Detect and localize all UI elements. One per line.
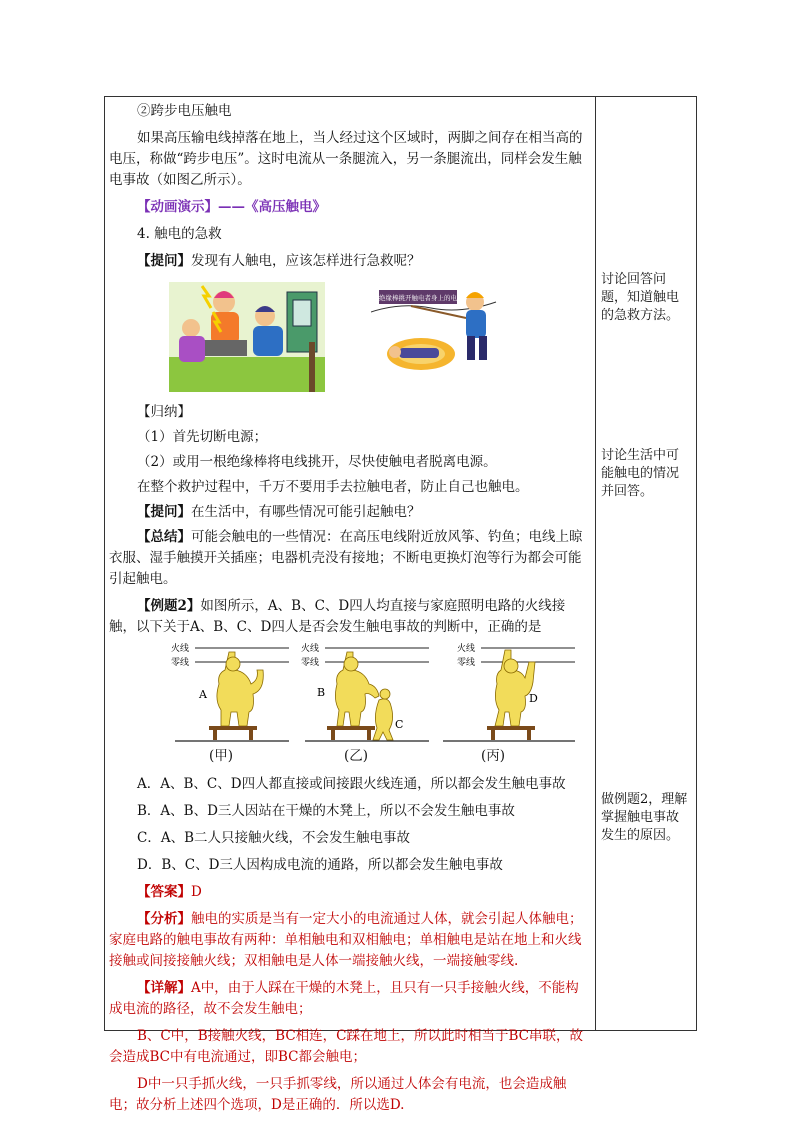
caption-yi: (乙): [344, 748, 369, 764]
caption-bing: (丙): [481, 748, 506, 764]
analysis-text: 触电的实质是当有一定大小的电流通过人体，就会引起人体触电；家庭电路的触电事故有两种：单相触电和双相触电；单相触电是站在地上和火线接触或间接接触火线；双相触电是人体一端接触火线，一端接触零线.: [109, 911, 583, 969]
live-wire-label: 火线: [171, 644, 190, 654]
live-wire-label: 火线: [301, 644, 320, 654]
step-two: （2）或用一根绝缘棒将电线挑开，尽快使触电者脱离电源。: [137, 454, 497, 470]
summary-tag: 【归纳】: [137, 404, 191, 420]
figure-yi: [299, 640, 434, 750]
side-note-example: 做例题2，理解掌握触电事故发生的原因。: [601, 792, 688, 843]
question2-text: 在生活中，有哪些情况可能引起触电？: [191, 504, 421, 520]
example-figure: [109, 640, 591, 750]
paragraph-step-voltage: 如果高压输电线掉落在地上，当人经过这个区域时，两脚之间存在相当高的电压，称做“跨步电压”。这时电流从一条腿流入，另一条腿流出，同样会发生触电事故（如图乙所示）。: [109, 130, 583, 188]
example-question: [109, 596, 591, 638]
neutral-wire-label: 零线: [301, 658, 320, 668]
side-note-first-aid: 讨论回答问题，知道触电的急救方法。: [601, 272, 680, 323]
label-d: D: [529, 692, 538, 705]
conclusion: [109, 527, 591, 590]
illustration-cut-power: [169, 282, 325, 392]
question-tag: 【提问】: [137, 253, 191, 269]
first-aid-images: [109, 278, 591, 398]
illustration-insulating-rod: [371, 282, 501, 380]
lesson-table: [104, 96, 697, 1113]
detail-text: A中，由于人踩在干燥的木凳上，且只有一只手接触火线，不能构成电流的路径，故不会发生触电；: [109, 980, 579, 1017]
animation-title: 【动画演示】——《高压触电》: [137, 199, 326, 215]
side-note-life: 讨论生活中可能触电的情况并回答。: [601, 448, 680, 499]
option-b: B．A、B、D三人因站在干燥的木凳上，所以不会发生触电事故: [137, 803, 515, 819]
answer: [109, 882, 591, 903]
neutral-wire-label: 零线: [171, 658, 190, 668]
subheading-step-voltage: ②跨步电压触电: [137, 103, 232, 119]
detail: [109, 978, 591, 1020]
figure-captions: [109, 750, 591, 766]
teaching-content-cell: [109, 101, 591, 1116]
option-a: A．A、B、C、D四人都直接或间接跟火线连通，所以都会发生触电事故: [137, 776, 566, 792]
question2-tag: 【提问】: [137, 504, 191, 520]
answer-tag: 【答案】: [137, 884, 191, 900]
question-first-aid: [109, 251, 591, 272]
detail-d: D中一只手抓火线，一只手抓零线，所以通过人体会有电流，也会造成触电；故分析上述四个选项，D是正确的．所以选D.: [109, 1076, 567, 1113]
label-c: C: [395, 718, 404, 731]
example-tag: 【例题2】: [137, 598, 201, 614]
detail-tag: 【详解】: [137, 980, 191, 996]
question-life: [109, 502, 591, 523]
warning-text: 在整个救护过程中，千万不要用手去拉触电者，防止自己也触电。: [137, 479, 529, 495]
image-caption: 用绝缘棒挑开触电者身上的电线: [372, 294, 464, 302]
label-b: B: [317, 686, 326, 699]
example-text: 如图所示，A、B、C、D四人均直接与家庭照明电路的火线接触，以下关于A、B、C、D四人是否会发生触电事故的判断中，正确的是: [109, 598, 566, 635]
neutral-wire-label: 零线: [457, 658, 476, 668]
answer-text: D: [191, 884, 202, 900]
analysis-tag: 【分析】: [137, 911, 191, 927]
detail-bc: B、C中，B接触火线，BC相连，C踩在地上，所以此时相当于BC串联，故会造成BC中有电流通过，即BC都会触电；: [109, 1028, 584, 1065]
question-text: 发现有人触电，应该怎样进行急救呢？: [191, 253, 421, 269]
option-c: C．A、B二人只接触火线，不会发生触电事故: [137, 830, 410, 846]
analysis: [109, 909, 591, 972]
conclusion-text: 可能会触电的一些情况：在高压电线附近放风筝、钓鱼；电线上晾衣服、湿手触摸开关插座；电器机壳没有接地；不断电更换灯泡等行为都会可能引起触电。: [109, 529, 583, 587]
figure-bing: [439, 640, 579, 750]
label-a: A: [199, 688, 207, 701]
section-first-aid: 4. 触电的急救: [137, 226, 222, 242]
figure-jia: [169, 640, 293, 750]
option-d: D．B、C、D三人因构成电流的通路，所以都会发生触电事故: [137, 857, 503, 873]
conclusion-tag: 【总结】: [137, 529, 191, 545]
caption-jia: (甲): [209, 748, 234, 764]
live-wire-label: 火线: [457, 644, 476, 654]
step-one: （1）首先切断电源；: [137, 429, 268, 445]
column-divider: [595, 97, 596, 1030]
